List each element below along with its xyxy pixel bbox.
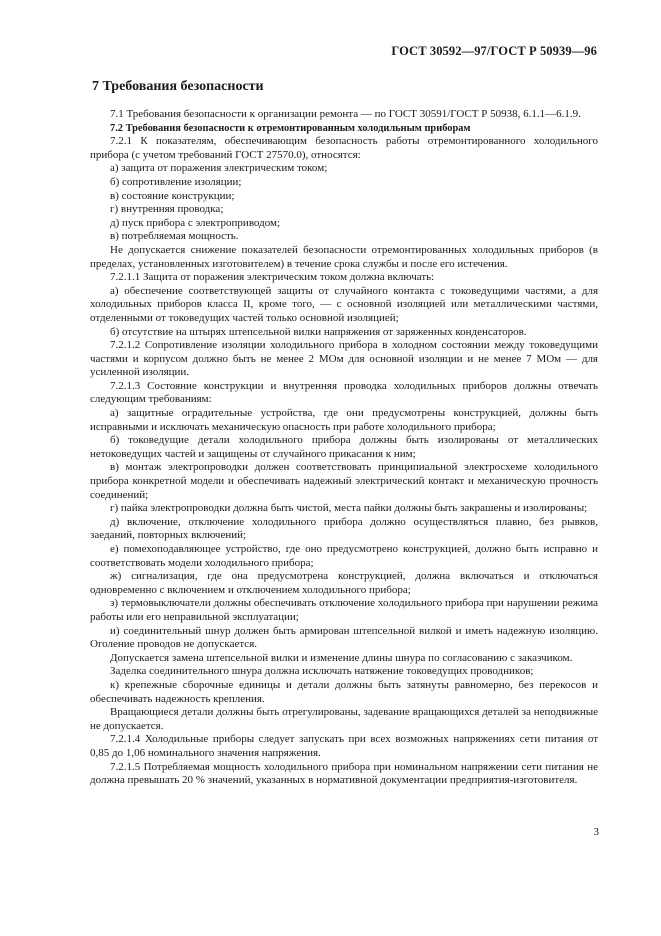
subsection-heading: 7.2 Требования безопасности к отремонтированным холодильным приборам [110, 122, 471, 134]
paragraph: 7.2.1 К показателям, обеспечивающим безопасность работы отремонтированного холодильного прибора (с учетом требований ГОСТ 27570.0), относятся: [90, 135, 598, 161]
list-item: ж) сигнализация, где она предусмотрена конструкцией, должна включаться и отключаться одновременно с включением и отключением холодильного прибора; [90, 570, 598, 596]
list-item: а) защита от поражения электрическим током; [110, 162, 328, 175]
list-item: г) пайка электропроводки должна быть чистой, места пайки должны быть закрашены и изолированы; [110, 502, 588, 515]
paragraph: 7.2.1.4 Холодильные приборы следует запускать при всех возможных напряжениях сети питания от 0,85 до 1,06 номинального значения напряжения. [90, 733, 598, 759]
paragraph: 7.2.1.3 Состояние конструкции и внутренняя проводка холодильных приборов должны отвечать следующим требованиям: [90, 379, 598, 406]
paragraph: 7.1 Требования безопасности к организации ремонта — по ГОСТ 30591/ГОСТ Р 50938, 6.1.1—6.1.9. [110, 108, 581, 120]
section-title: 7 Требования безопасности [92, 79, 264, 94]
list-item: б) токоведущие детали холодильного прибора должны быть изолированы от металлических нетоковедущих частей и защищены от случайного прикасания к ним; [90, 434, 598, 460]
paragraph: Вращающиеся детали должны быть отрегулированы, задевание вращающихся деталей за неподвижные не допускается. [90, 706, 598, 732]
list-item: в) монтаж электропроводки должен соответствовать принципиальной электросхеме холодильного прибора конкретной модели и обеспечивать надежный электрический контакт и механическую прочность соединений; [90, 461, 598, 501]
document-body [90, 108, 598, 788]
list-item: з) термовыключатели должны обеспечивать отключение холодильного прибора при нарушении режима работы или его неправильной эксплуатации; [90, 597, 598, 623]
list-item: д) включение, отключение холодильного прибора должно осуществляться плавно, без рывков, заеданий, повторных включений; [90, 515, 598, 542]
paragraph: 7.2.1.1 Защита от поражения электрическим током должна включать: [110, 271, 435, 284]
list-item: в) потребляемая мощность. [110, 230, 239, 243]
list-item: д) пуск прибора с электроприводом; [110, 216, 281, 229]
paragraph: 7.2.1.2 Сопротивление изоляции холодильного прибора в холодном состоянии между токоведущими частями и корпусом должно быть не менее 2 МОм для основной изоляции и не менее 7 МОм — для усиленной изоляции. [90, 339, 598, 379]
list-item: к) крепежные сборочные единицы и детали должны быть затянуты равномерно, без перекосов и обеспечивать надежность крепления. [90, 678, 598, 705]
list-item: б) сопротивление изоляции; [110, 175, 242, 188]
paragraph: 7.2.1.5 Потребляемая мощность холодильного прибора при номинальном напряжении сети питания не должна превышать 20 % значений, указанных в нормативной документации предприятия-изготовителя. [90, 760, 598, 787]
list-item: в) состояние конструкции; [110, 189, 235, 202]
list-item: а) обеспечение соответствующей защиты от случайного контакта с токоведущими частями, а для холодильных приборов класса II, кроме того, — с основной изоляцией или металлическими частями, отделенными от токоведущих частей только основной изоляцией; [90, 284, 598, 324]
list-item: б) отсутствие на штырях штепсельной вилки напряжения от заряженных конденсаторов. [110, 325, 527, 338]
paragraph: Допускается замена штепсельной вилки и изменение длины шнура по согласованию с заказчиком. [110, 651, 573, 664]
list-item: и) соединительный шнур должен быть армирован штепсельной вилкой и иметь надежную изоляцию. Оголение проводов не допускается. [90, 624, 598, 651]
list-item: г) внутренняя проводка; [110, 203, 224, 216]
paragraph: Заделка соединительного шнура должна исключать натяжение токоведущих проводников; [110, 665, 534, 678]
paragraph: Не допускается снижение показателей безопасности отремонтированных холодильных приборов (в пределах, установленных изготовителем) в течение срока службы и после его истечения. [90, 243, 598, 270]
list-item: а) защитные оградительные устройства, где они предусмотрены конструкцией, должны быть исправными и исключать механическую опасность при работе холодильного прибора; [90, 407, 598, 433]
document-header: ГОСТ 30592—97/ГОСТ Р 50939—96 [391, 44, 597, 58]
list-item: е) помехоподавляющее устройство, где оно предусмотрено конструкцией, должно быть исправно и соответствовать модели холодильного прибора; [90, 543, 598, 569]
page-number: 3 [593, 826, 599, 838]
